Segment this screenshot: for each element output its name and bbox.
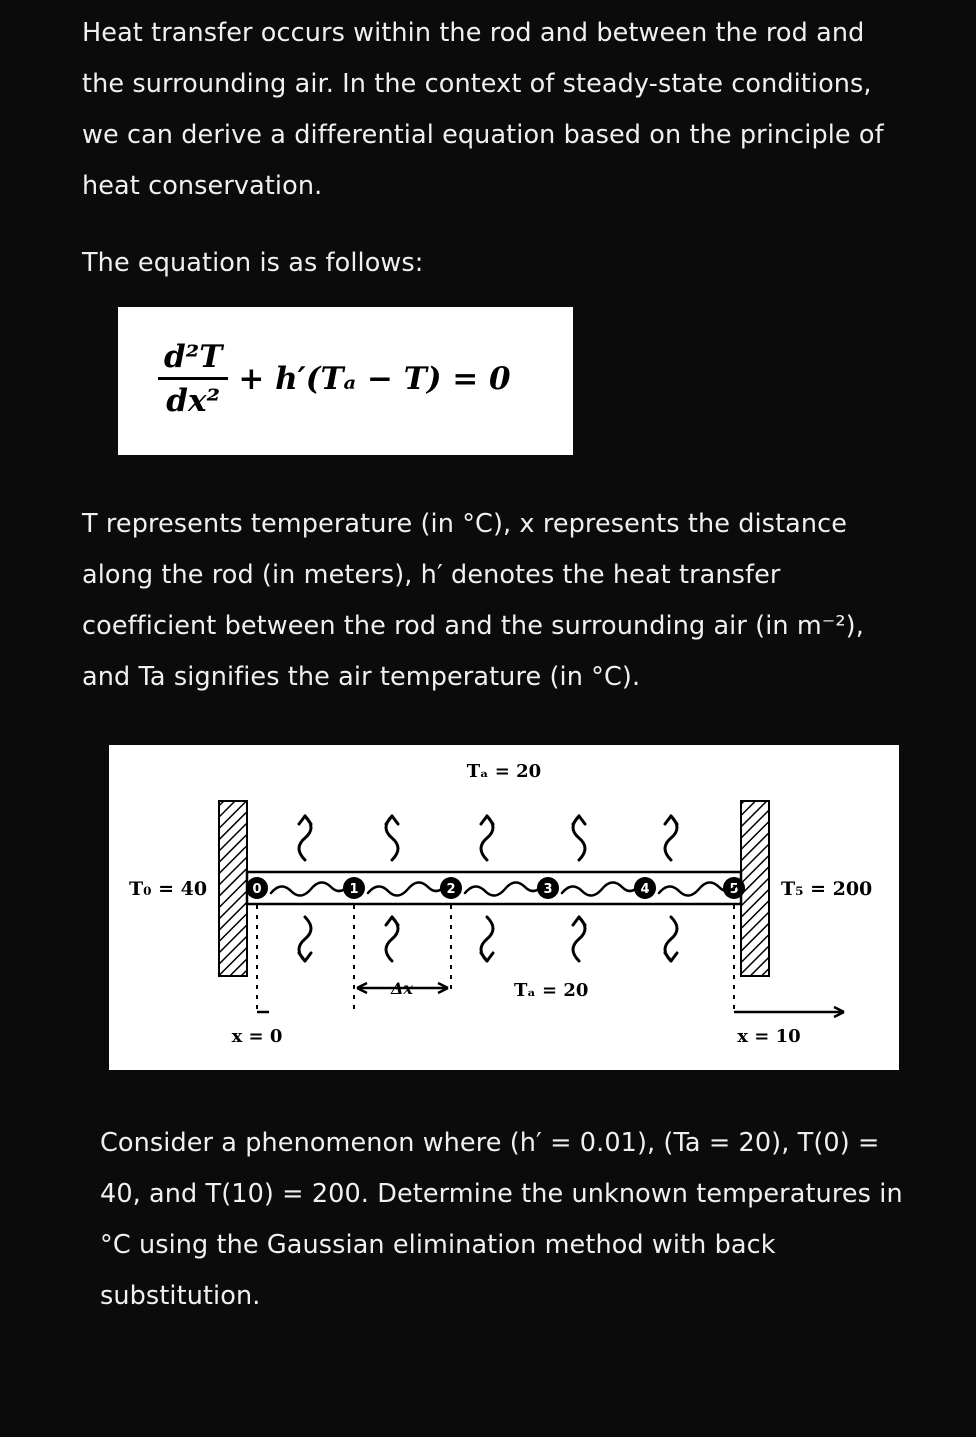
rod-diagram-figure (109, 745, 899, 1070)
rod-diagram-svg (109, 745, 899, 1070)
x-end-label: x = 10 (737, 1026, 801, 1047)
node-label-2: 2 (446, 882, 456, 897)
paragraph-definitions: T represents temperature (in °C), x represents the distance along the rod (in meters), h′ denotes the heat transfer coefficient between the rod and the surrounding air (in m⁻²), and Ta signifies the air temperature (in °C). (82, 509, 864, 692)
right-temperature-label: T₅ = 200 (781, 878, 873, 900)
paragraph-intro: Heat transfer occurs within the rod and between the rod and the surrounding air. In the context of steady-state conditions, we can derive a differential equation based on the principle of heat conservation. (82, 18, 884, 201)
paragraph-equation-lead: The equation is as follows: (82, 248, 424, 278)
equation-expression (158, 339, 511, 419)
heat-arrows-bottom (299, 917, 677, 961)
paragraph-problem-block (82, 1118, 906, 1322)
heat-arrows-top (299, 816, 677, 860)
left-wall (219, 801, 247, 976)
equation-denominator: dx² (166, 383, 221, 419)
equation-card (118, 307, 573, 455)
x-start-label: x = 0 (231, 1026, 283, 1047)
x-axis-line (257, 1007, 844, 1017)
node-label-4: 4 (640, 882, 650, 897)
equation-remainder: + h′(Tₐ − T) = 0 (238, 361, 511, 397)
air-temp-top-label: Tₐ = 20 (466, 761, 542, 782)
dim-guides (257, 905, 734, 1013)
paragraph-problem: Consider a phenomenon where (h′ = 0.01), (Ta = 20), T(0) = 40, and T(10) = 200. Determine the unknown temperatures in °C using the Gaussian elimination method with back substitution. (100, 1128, 903, 1311)
equation-numerator: d²T (164, 339, 223, 375)
delta-x-label: Δx (391, 979, 413, 998)
equation-fraction (158, 339, 228, 419)
node-label-5: 5 (729, 882, 739, 897)
paragraph-definitions-block (82, 499, 906, 703)
node-label-3: 3 (543, 882, 553, 897)
node-label-1: 1 (349, 882, 359, 897)
left-temperature-label: T₀ = 40 (129, 878, 208, 900)
right-wall (741, 801, 769, 976)
node-label-0: 0 (252, 882, 262, 897)
air-temp-bottom-label: Tₐ = 20 (514, 980, 589, 1001)
